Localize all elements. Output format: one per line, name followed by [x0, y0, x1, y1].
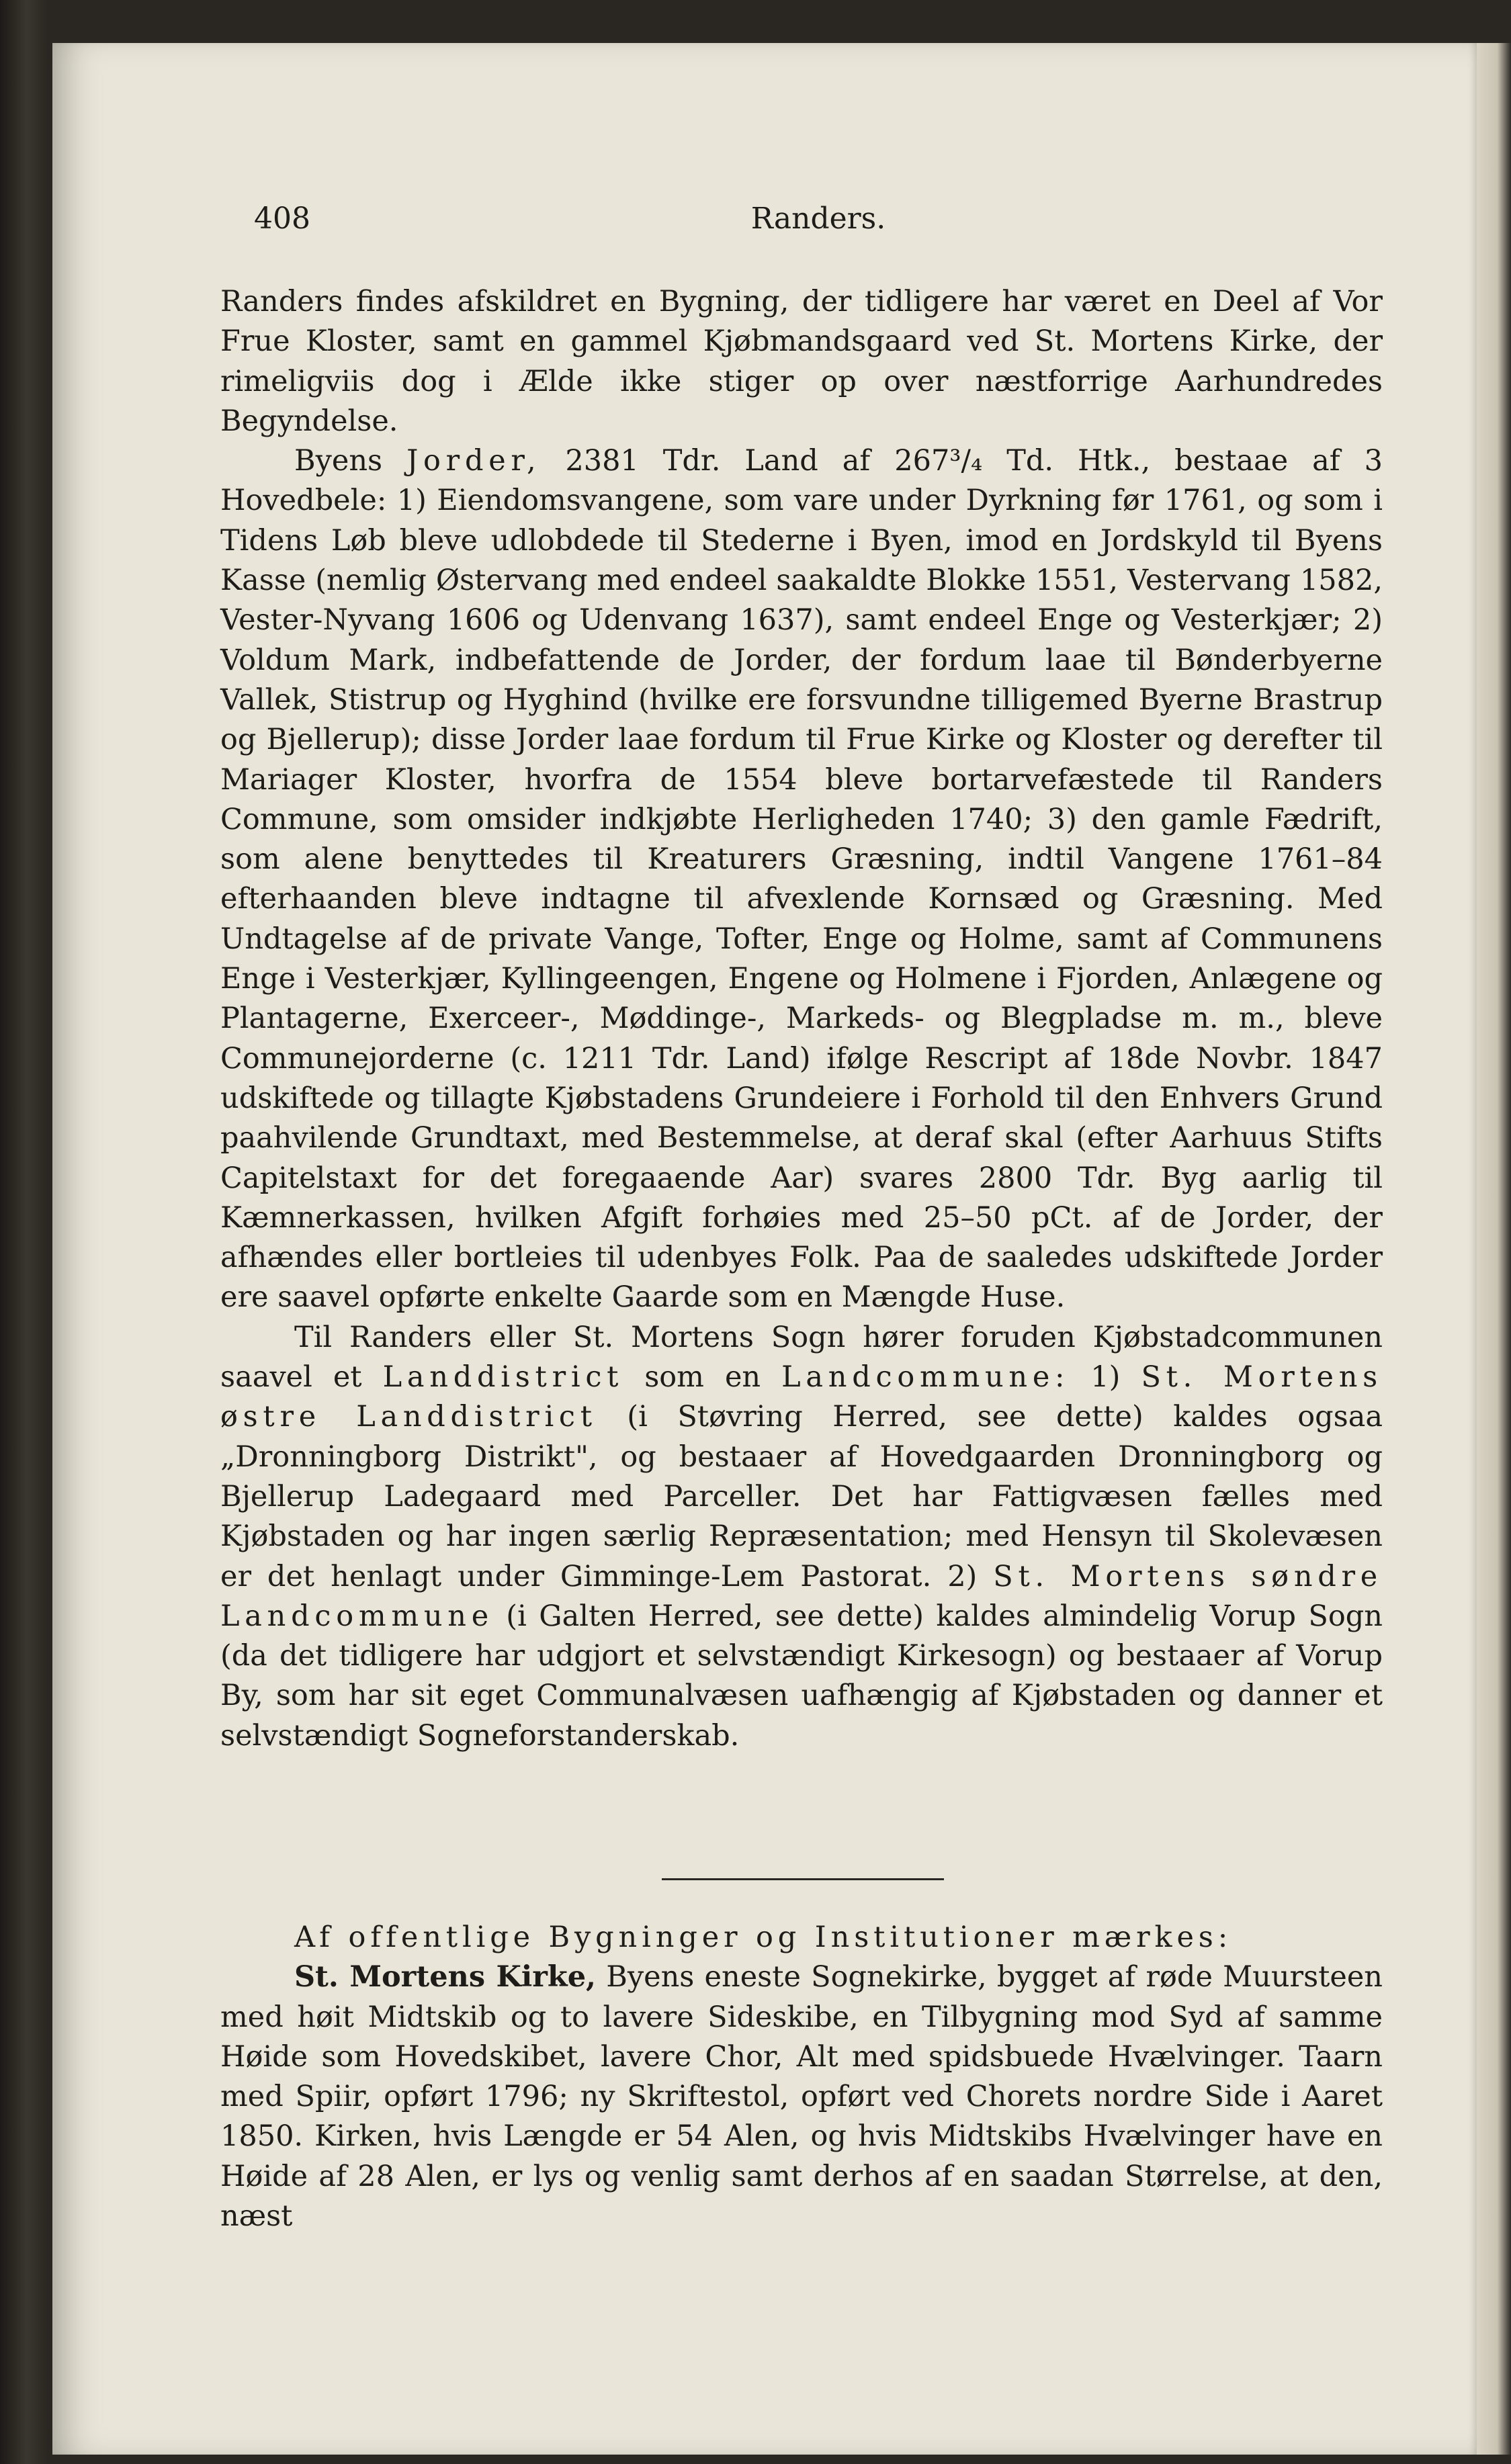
running-head: Randers. — [750, 202, 886, 236]
paragraph-3-spaced-d: St. Mortens søndre Landcommune — [220, 1559, 1383, 1633]
paragraph-1-text: Randers findes afskildret en Bygning, der tidligere har været en Deel af Vor Frue Kloster, samt en gammel Kjøbmandsgaard ved St. Mortens Kirke, der rimeligviis dog i Ælde ikke stiger op over næstforrige Aarhundredes Begyndelse. — [220, 285, 1383, 438]
paragraph-3-text-c: 1) — [1070, 1360, 1141, 1395]
section-heading: Af offentlige Bygninger og Institutioner mærkes: — [294, 1921, 1233, 1954]
page-number: 408 — [254, 202, 310, 236]
paragraph-2-lead-spaced: Jorder, — [406, 444, 542, 478]
paragraph-3-spaced-a: Landdistrict — [382, 1360, 624, 1395]
page-edge — [1477, 43, 1511, 2455]
paragraph-3-text-a: Til Randers eller St. Mortens Sogn hører foruden Kjøbstadcommunen saavel et — [220, 1320, 1383, 1395]
paragraph-2-lead: Byens — [294, 444, 383, 478]
section-divider — [662, 1878, 944, 1880]
paragraph-1 — [220, 282, 1383, 441]
paragraph-3-text-d: (i Støvring Herred, see dette) kaldes ogsaa „Dronningborg Distrikt", og bestaaer af Hovedgaarden Dronningborg og Bjellerup Ladegaard med Parceller. Det har Fattigvæsen fælles med Kjøbstaden og har ingen særlig Repræsentation; med Hensyn til Skolevæsen er det henlagt under Gimminge-Lem Pastorat. 2) — [220, 1400, 1383, 1593]
section-lead: St. Mortens Kirke, — [294, 1960, 597, 1994]
section-paragraph — [220, 1957, 1383, 2236]
paragraph-3-spaced-c: St. Mortens østre Landdistrict — [220, 1360, 1383, 1434]
paragraph-3-text-b: som en — [623, 1360, 782, 1395]
institutions-section — [220, 1918, 1383, 2236]
paragraph-3 — [220, 1318, 1383, 1756]
paragraph-3-spaced-b: Landcommune: — [781, 1360, 1070, 1395]
paragraph-2 — [220, 441, 1383, 1318]
page-header — [254, 202, 1383, 255]
section-text: Byens eneste Sognekirke, bygget af røde Muursteen med høit Midtskib og to lavere Sideskibe, en Tilbygning mod Syd af samme Høide som Hovedskibet, lavere Chor, Alt med spidsbuede Hvælvinger. Taarn med Spiir, opført 1796; ny Skriftestol, opført ved Chorets nordre Side i Aaret 1850. Kirken, hvis Længde er 54 Alen, og hvis Midtskibs Hvælvinger have en Høide af 28 Alen, er lys og venlig samt derhos af en saadan Størrelse, at den, næst — [220, 1960, 1383, 2234]
body-text — [220, 282, 1383, 1756]
paragraph-2-text: 2381 Tdr. Land af 267³/₄ Td. Htk., bestaae af 3 Hovedbele: 1) Eiendomsvangene, som vare under Dyrkning før 1761, og som i Tidens Løb bleve udlobdede til Stederne i Byen, imod en Jordskyld til Byens Kasse (nemlig Østervang med endeel saakaldte Blokke 1551, Vestervang 1582, Vester-Nyvang 1606 og Udenvang 1637), samt endeel Enge og Vesterkjær; 2) Voldum Mark, indbefattende de Jorder, der fordum laae til Bønderbyerne Vallek, Stistrup og Hyghind (hvilke ere forsvundne tilligemed Byerne Brastrup og Bjellerup); disse Jorder laae fordum til Frue Kirke og Kloster og derefter til Mariager Kloster, hvorfra de 1554 bleve bortarvefæstede til Randers Commune, som omsider indkjøbte Herligheden 1740; 3) den gamle Fædrift, som alene benyttedes til Kreaturers Græsning, indtil Vangene 1761–84 efterhaanden bleve indtagne til afvexlende Kornsæd og Græsning. Med Undtagelse af de private Vange, Tofter, Enge og Holme, samt af Communens Enge i Vesterkjær, Kyllingeengen, Engene og Holmene i Fjorden, Anlægene og Plantagerne, Exerceer-, Møddinge-, Markeds- og Blegpladse m. m., bleve Communejorderne (c. 1211 Tdr. Land) ifølge Rescript af 18de Novbr. 1847 udskiftede og tillagte Kjøbstadens Grundeiere i Forhold til den Enhvers Grund paahvilende Grundtaxt, med Bestemmelse, at deraf skal (efter Aarhuus Stifts Capitelstaxt for det foregaaende Aar) svares 2800 Tdr. Byg aarlig til Kæmnerkassen, hvilken Afgift forhøies med 25–50 pCt. af de Jorder, der afhændes eller bortleies til udenbyes Folk. Paa de saaledes udskiftede Jorder ere saavel opførte enkelte Gaarde som en Mængde Huse. — [220, 444, 1383, 1315]
paragraph-3-text-e: (i Galten Herred, see dette) kaldes almindelig Vorup Sogn (da det tidligere har udgjort et selvstændigt Kirkesogn) og bestaaer af Vorup By, som har sit eget Communalvæsen uafhængig af Kjøbstaden og danner et selvstændigt Sogneforstanderskab. — [220, 1599, 1383, 1753]
